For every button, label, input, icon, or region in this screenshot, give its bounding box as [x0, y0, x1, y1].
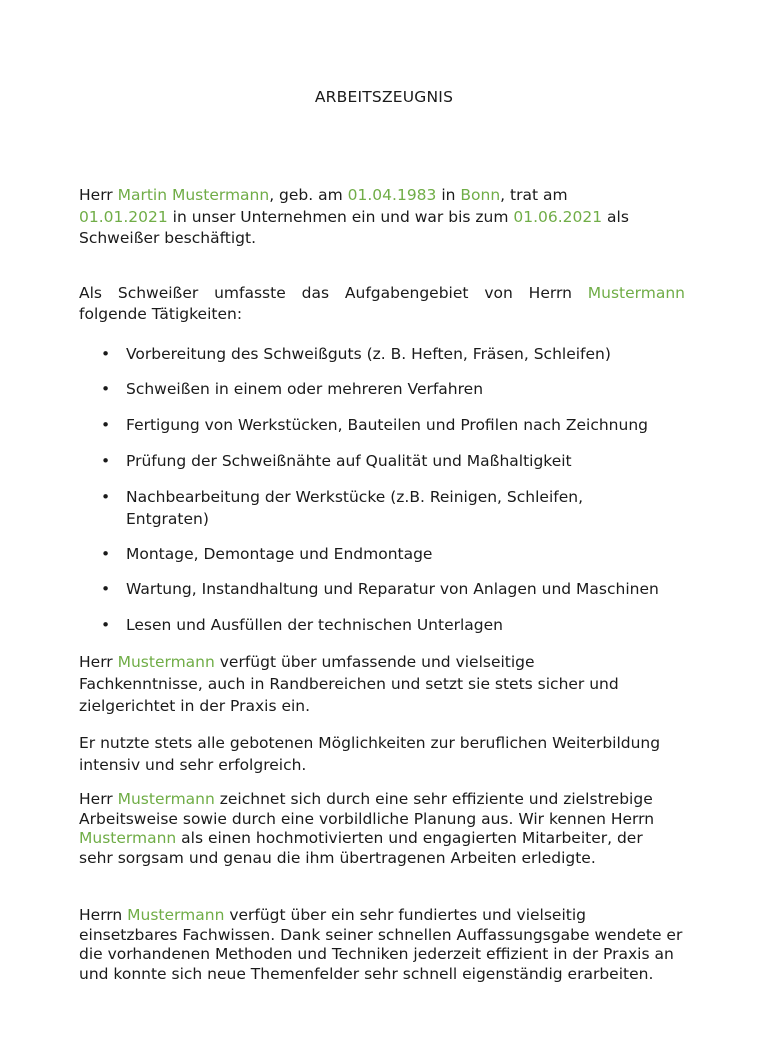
list-item: • Fertigung von Werkstücken, Bauteilen und Profilen nach Zeichnung — [79, 414, 689, 436]
intro-paragraph — [79, 185, 685, 250]
birth-city: Bonn — [460, 186, 501, 204]
end-date: 01.06.2021 — [513, 207, 603, 226]
employee-surname: Mustermann — [117, 790, 215, 808]
employee-surname: Mustermann — [117, 653, 215, 671]
employee-name: Martin Mustermann — [117, 186, 270, 204]
training-paragraph: Er nutzte stets alle gebotenen Möglichkeiten zur beruflichen Weiterbildung intensiv und sehr erfolgreich. — [79, 734, 661, 774]
list-item: • Prüfung der Schweißnähte auf Qualität und Maßhaltigkeit — [79, 450, 689, 472]
list-item: • Nachbearbeitung der Werkstücke (z.B. Reinigen, Schleifen, Entgraten) — [79, 486, 606, 530]
list-item: • Vorbereitung des Schweißguts (z. B. Heften, Fräsen, Schleifen) — [79, 343, 689, 365]
salutation: Herr — [79, 186, 118, 204]
tasks-intro-text: Als Schweißer umfasste das Aufgabengebiet von Herrn — [79, 284, 588, 302]
birth-label: , geb. am — [269, 186, 348, 204]
salutation: Herr — [79, 790, 118, 808]
start-date: 01.01.2021 — [79, 207, 168, 226]
employee-surname-2: Mustermann — [79, 829, 177, 847]
employment-text: in unser Unternehmen ein und war bis zum — [167, 207, 514, 226]
salutation: Herr — [79, 653, 118, 671]
document-title: ARBEITSZEUGNIS — [314, 88, 454, 106]
knowledge-text: verfügt über ein sehr fundiertes und vielseitig einsetzbares Fachwissen. Dank seiner schnellen Auffassungsgabe wendete er die vorhandenen Methoden und Techniken jederzeit effizient in der Praxis an und konnte sich neue Themenfelder sehr schnell eigenständig erarbeiten. — [79, 906, 683, 983]
salutation: Herrn — [79, 906, 128, 924]
employee-surname: Mustermann — [587, 284, 685, 302]
work-style-text: zeichnet sich durch eine sehr effiziente und zielstrebige Arbeitsweise sowie durch eine vorbildliche Planung aus. Wir kennen Herrn — [79, 790, 655, 828]
position-text: als Schweißer beschäftigt. — [79, 207, 629, 247]
skills-paragraph — [79, 651, 659, 717]
list-item: • Wartung, Instandhaltung und Reparatur von Anlagen und Maschinen — [79, 578, 689, 600]
task-list — [79, 343, 689, 636]
in-label: in — [436, 186, 461, 204]
work-style-paragraph — [79, 790, 679, 868]
joined-label: , trat am — [500, 186, 568, 204]
skills-text: verfügt über umfassende und vielseitige Fachkenntnisse, auch in Randbereichen und setzt sie stets sicher und zielgerichtet in der Praxis ein. — [79, 653, 619, 715]
tasks-intro-line — [79, 283, 685, 305]
knowledge-paragraph — [79, 906, 685, 984]
tasks-intro-line-2: folgende Tätigkeiten: — [79, 305, 243, 323]
list-item: • Montage, Demontage und Endmontage — [79, 543, 689, 565]
employee-surname: Mustermann — [127, 906, 225, 924]
list-item: • Lesen und Ausfüllen der technischen Unterlagen — [79, 614, 689, 636]
list-item: • Schweißen in einem oder mehreren Verfahren — [79, 378, 689, 400]
birth-date: 01.04.1983 — [347, 186, 437, 204]
work-style-text-2: als einen hochmotivierten und engagierten Mitarbeiter, der sehr sorgsam und genau die ihm übertragenen Arbeiten erledigte. — [79, 829, 643, 867]
